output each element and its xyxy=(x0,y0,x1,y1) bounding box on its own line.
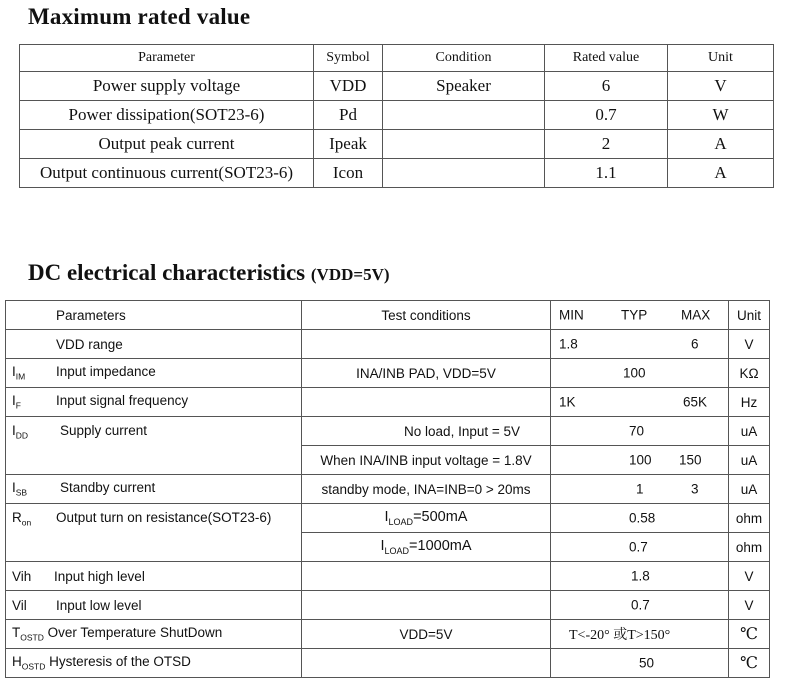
cell-parameter: Power supply voltage xyxy=(20,72,314,101)
unit-cell: uA xyxy=(729,417,770,446)
typ-value: 1.8 xyxy=(631,568,650,584)
cell-symbol: Ipeak xyxy=(314,130,383,159)
table-row xyxy=(20,130,774,159)
param-name: Input high level xyxy=(54,568,145,584)
param-supply-current xyxy=(6,417,302,475)
symbol: $I_F$ xyxy=(12,393,21,411)
test-condition: standby mode, INA=INB=0 > 20ms xyxy=(302,475,551,504)
header-parameters: Parameters xyxy=(6,301,302,330)
values-cell xyxy=(551,388,729,417)
cell-condition xyxy=(383,101,545,130)
test-condition: $I_{LOAD}=1000mA$ xyxy=(302,533,551,562)
header-unit: Unit xyxy=(668,45,774,72)
header-rated-value: Rated value xyxy=(545,45,668,72)
table-row xyxy=(6,359,770,388)
cell-parameter: Power dissipation(SOT23-6) xyxy=(20,101,314,130)
table-row xyxy=(6,649,770,678)
param-name: Output turn on resistance(SOT23-6) xyxy=(56,510,272,525)
table-header-row xyxy=(6,301,770,330)
values-cell xyxy=(551,359,729,388)
max-value: 150 xyxy=(679,452,702,468)
values-cell xyxy=(551,591,729,620)
unit-cell: V xyxy=(729,591,770,620)
cell-condition: Speaker xyxy=(383,72,545,101)
header-min: MIN xyxy=(559,307,584,323)
test-condition: When INA/INB input voltage = 1.8V xyxy=(302,446,551,475)
symbol: Vih xyxy=(12,568,32,584)
table-row xyxy=(6,620,770,649)
cell-condition xyxy=(383,159,545,188)
cell-value: 2 xyxy=(545,130,668,159)
table-header-row xyxy=(20,45,774,72)
param-name: Supply current xyxy=(60,423,148,438)
param-name: Input signal frequency xyxy=(56,393,189,409)
values-cell xyxy=(551,649,729,678)
test-condition: VDD=5V xyxy=(302,620,551,649)
header-max: MAX xyxy=(681,307,711,323)
values-cell xyxy=(551,504,729,533)
header-min-typ-max xyxy=(551,301,729,330)
param-hysteresis xyxy=(6,649,302,678)
section-title-text: DC electrical characteristics xyxy=(28,260,306,285)
cell-value: 0.7 xyxy=(545,101,668,130)
values-cell xyxy=(551,330,729,359)
param-input-impedance xyxy=(6,359,302,388)
symbol: Vil xyxy=(12,597,27,613)
param-name: Input low level xyxy=(56,597,142,613)
table-row xyxy=(20,159,774,188)
values-cell xyxy=(551,620,729,649)
section-title-suffix: (VDD=5V) xyxy=(310,265,390,284)
table-row xyxy=(6,562,770,591)
dc-characteristics-table xyxy=(5,300,770,678)
values-cell xyxy=(551,475,729,504)
cell-unit: V xyxy=(668,72,774,101)
header-parameter: Parameter xyxy=(20,45,314,72)
symbol: $T_{OSTD}$ xyxy=(12,625,44,643)
test-condition: INA/INB PAD, VDD=5V xyxy=(302,359,551,388)
param-name: Over Temperature ShutDown xyxy=(47,625,223,641)
cell-unit: W xyxy=(668,101,774,130)
symbol: $R_{on}$ xyxy=(12,510,32,528)
cell-condition xyxy=(383,130,545,159)
unit-cell: ohm xyxy=(729,533,770,562)
typ-value: 100 xyxy=(623,365,646,381)
table-row xyxy=(6,388,770,417)
cell-unit: A xyxy=(668,159,774,188)
min-value: 1.8 xyxy=(559,336,578,352)
table-row xyxy=(6,417,770,446)
table-row xyxy=(6,330,770,359)
param-input-high xyxy=(6,562,302,591)
unit-cell: Hz xyxy=(729,388,770,417)
typ-value: 70 xyxy=(629,423,645,439)
cell-value: 6 xyxy=(545,72,668,101)
test-condition: $I_{LOAD}=500mA$ xyxy=(302,504,551,533)
param-over-temp xyxy=(6,620,302,649)
cell-symbol: Pd xyxy=(314,101,383,130)
table-row xyxy=(6,591,770,620)
typ-value: 100 xyxy=(629,452,652,468)
unit-cell: uA xyxy=(729,475,770,504)
unit-cell: ℃ xyxy=(729,620,770,649)
typ-value: T<-20° 或T>150° xyxy=(569,628,671,643)
section-title-max-rated: Maximum rated value xyxy=(28,4,251,29)
header-unit: Unit xyxy=(729,301,770,330)
max-rated-table xyxy=(19,44,774,188)
param-standby-current xyxy=(6,475,302,504)
typ-value: 0.58 xyxy=(629,510,656,526)
cell-value: 1.1 xyxy=(545,159,668,188)
table-row xyxy=(6,475,770,504)
test-empty xyxy=(302,649,551,678)
cell-symbol: Icon xyxy=(314,159,383,188)
param-vdd-range: VDD range xyxy=(6,330,302,359)
values-cell xyxy=(551,417,729,446)
cell-unit: A xyxy=(668,130,774,159)
cell-parameter: Output continuous current(SOT23-6) xyxy=(20,159,314,188)
cell-parameter: Output peak current xyxy=(20,130,314,159)
max-value: 3 xyxy=(691,481,699,497)
param-on-resistance xyxy=(6,504,302,562)
symbol: $I_{SB}$ xyxy=(12,480,28,498)
header-typ: TYP xyxy=(621,307,648,323)
test-empty xyxy=(302,591,551,620)
typ-value: 50 xyxy=(639,655,655,671)
header-condition: Condition xyxy=(383,45,545,72)
values-cell xyxy=(551,562,729,591)
param-name: Hysteresis of the OTSD xyxy=(49,654,191,670)
table-row xyxy=(6,504,770,533)
typ-value: 0.7 xyxy=(631,597,650,613)
values-cell xyxy=(551,533,729,562)
param-input-low xyxy=(6,591,302,620)
typ-value: 0.7 xyxy=(629,539,648,555)
max-value: 65K xyxy=(683,394,708,410)
unit-cell: ohm xyxy=(729,504,770,533)
param-input-frequency xyxy=(6,388,302,417)
unit-cell: ℃ xyxy=(729,649,770,678)
unit-cell: V xyxy=(729,562,770,591)
table-row xyxy=(20,101,774,130)
test-condition: No load, Input = 5V xyxy=(302,417,551,446)
min-value: 1K xyxy=(559,394,576,410)
cell-symbol: VDD xyxy=(314,72,383,101)
unit-cell: V xyxy=(729,330,770,359)
section-title-dc-characteristics xyxy=(28,260,390,286)
symbol: $I_{IM}$ xyxy=(12,364,26,382)
param-name: Input impedance xyxy=(56,364,156,380)
symbol: $H_{OSTD}$ xyxy=(12,654,46,672)
header-test-conditions: Test conditions xyxy=(302,301,551,330)
header-symbol: Symbol xyxy=(314,45,383,72)
unit-cell: KΩ xyxy=(729,359,770,388)
test-empty xyxy=(302,330,551,359)
max-value: 6 xyxy=(691,336,699,352)
table-row xyxy=(20,72,774,101)
symbol: $I_{DD}$ xyxy=(12,423,29,441)
test-empty xyxy=(302,562,551,591)
typ-value: 1 xyxy=(636,481,644,497)
param-name: Standby current xyxy=(60,480,156,496)
test-empty xyxy=(302,388,551,417)
unit-cell: uA xyxy=(729,446,770,475)
values-cell xyxy=(551,446,729,475)
